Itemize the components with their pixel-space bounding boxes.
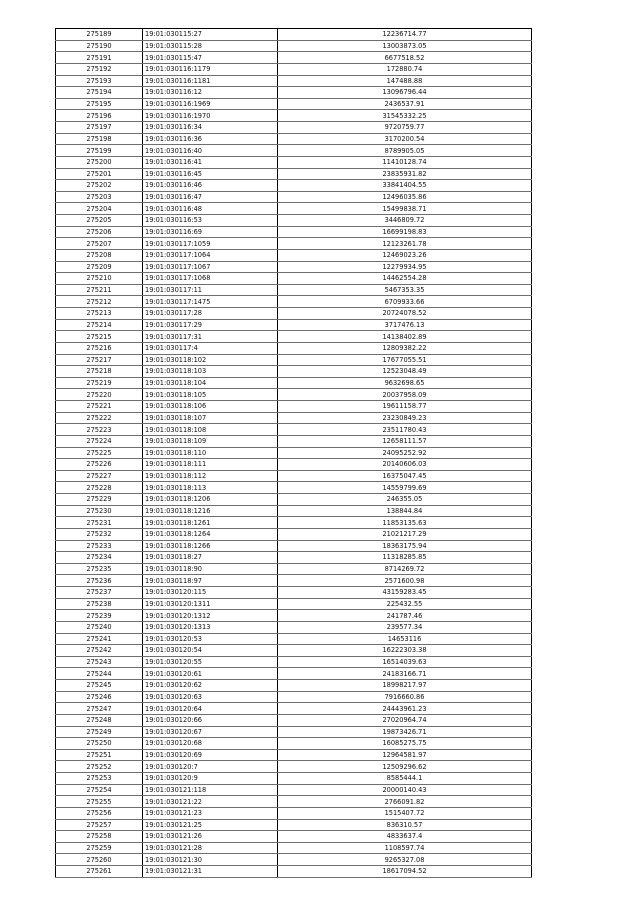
row-number-cell: 275261 xyxy=(56,866,143,878)
cadastral-number-cell: 19:01:030117:1068 xyxy=(143,273,278,285)
value-cell: 246355.05 xyxy=(278,494,532,506)
value-cell: 3170200.54 xyxy=(278,133,532,145)
cadastral-number-cell: 19:01:030120:67 xyxy=(143,726,278,738)
value-cell: 9265327.08 xyxy=(278,854,532,866)
value-cell: 15499838.71 xyxy=(278,203,532,215)
value-cell: 24095252.92 xyxy=(278,447,532,459)
row-number-cell: 275259 xyxy=(56,842,143,854)
table-row xyxy=(56,633,532,645)
cadastral-number-cell: 19:01:030118:104 xyxy=(143,377,278,389)
cadastral-number-cell: 19:01:030120:64 xyxy=(143,703,278,715)
cadastral-number-cell: 19:01:030117:28 xyxy=(143,308,278,320)
cadastral-number-cell: 19:01:030118:110 xyxy=(143,447,278,459)
table-row xyxy=(56,831,532,843)
value-cell: 2766091.82 xyxy=(278,796,532,808)
table-row xyxy=(56,122,532,134)
value-cell: 241787.46 xyxy=(278,610,532,622)
row-number-cell: 275201 xyxy=(56,168,143,180)
row-number-cell: 275258 xyxy=(56,831,143,843)
value-cell: 16375047.45 xyxy=(278,470,532,482)
value-cell: 14653116 xyxy=(278,633,532,645)
value-cell: 14559799.69 xyxy=(278,482,532,494)
value-cell: 138844.84 xyxy=(278,505,532,517)
table-row xyxy=(56,575,532,587)
row-number-cell: 275203 xyxy=(56,191,143,203)
row-number-cell: 275197 xyxy=(56,122,143,134)
value-cell: 43159283.45 xyxy=(278,587,532,599)
row-number-cell: 275195 xyxy=(56,98,143,110)
row-number-cell: 275223 xyxy=(56,424,143,436)
cadastral-number-cell: 19:01:030118:90 xyxy=(143,563,278,575)
table-row xyxy=(56,203,532,215)
table-row xyxy=(56,366,532,378)
value-cell: 5467353.35 xyxy=(278,284,532,296)
table-row xyxy=(56,133,532,145)
cadastral-number-cell: 19:01:030118:108 xyxy=(143,424,278,436)
value-cell: 172880.74 xyxy=(278,63,532,75)
row-number-cell: 275233 xyxy=(56,540,143,552)
value-cell: 8585444.1 xyxy=(278,773,532,785)
table-row xyxy=(56,29,532,41)
cadastral-number-cell: 19:01:030116:41 xyxy=(143,156,278,168)
table-row xyxy=(56,331,532,343)
cadastral-number-cell: 19:01:030117:4 xyxy=(143,342,278,354)
value-cell: 21021217.29 xyxy=(278,528,532,540)
row-number-cell: 275254 xyxy=(56,784,143,796)
cadastral-number-cell: 19:01:030116:34 xyxy=(143,122,278,134)
cadastral-number-cell: 19:01:030117:1475 xyxy=(143,296,278,308)
row-number-cell: 275199 xyxy=(56,145,143,157)
table-row xyxy=(56,459,532,471)
cadastral-number-cell: 19:01:030116:48 xyxy=(143,203,278,215)
value-cell: 16514039.63 xyxy=(278,656,532,668)
cadastral-number-cell: 19:01:030117:29 xyxy=(143,319,278,331)
cadastral-number-cell: 19:01:030117:1059 xyxy=(143,238,278,250)
data-table xyxy=(55,28,532,878)
table-row xyxy=(56,703,532,715)
cadastral-number-cell: 19:01:030118:113 xyxy=(143,482,278,494)
table-row xyxy=(56,482,532,494)
cadastral-number-cell: 19:01:030118:103 xyxy=(143,366,278,378)
table-row xyxy=(56,784,532,796)
row-number-cell: 275253 xyxy=(56,773,143,785)
row-number-cell: 275213 xyxy=(56,308,143,320)
cadastral-number-cell: 19:01:030120:53 xyxy=(143,633,278,645)
row-number-cell: 275191 xyxy=(56,52,143,64)
cadastral-number-cell: 19:01:030120:1311 xyxy=(143,598,278,610)
cadastral-number-cell: 19:01:030120:1312 xyxy=(143,610,278,622)
cadastral-number-cell: 19:01:030118:107 xyxy=(143,412,278,424)
cadastral-number-cell: 19:01:030116:47 xyxy=(143,191,278,203)
row-number-cell: 275227 xyxy=(56,470,143,482)
row-number-cell: 275242 xyxy=(56,645,143,657)
table-row xyxy=(56,540,532,552)
value-cell: 24183166.71 xyxy=(278,668,532,680)
cadastral-number-cell: 19:01:030116:40 xyxy=(143,145,278,157)
cadastral-number-cell: 19:01:030120:55 xyxy=(143,656,278,668)
value-cell: 6677518.52 xyxy=(278,52,532,64)
row-number-cell: 275249 xyxy=(56,726,143,738)
row-number-cell: 275240 xyxy=(56,621,143,633)
row-number-cell: 275215 xyxy=(56,331,143,343)
cadastral-number-cell: 19:01:030120:62 xyxy=(143,680,278,692)
row-number-cell: 275239 xyxy=(56,610,143,622)
value-cell: 12809382.22 xyxy=(278,342,532,354)
row-number-cell: 275225 xyxy=(56,447,143,459)
value-cell: 2571600.98 xyxy=(278,575,532,587)
table-row xyxy=(56,866,532,878)
value-cell: 24443961.23 xyxy=(278,703,532,715)
cadastral-number-cell: 19:01:030118:102 xyxy=(143,354,278,366)
table-row xyxy=(56,342,532,354)
row-number-cell: 275218 xyxy=(56,366,143,378)
cadastral-number-cell: 19:01:030120:7 xyxy=(143,761,278,773)
value-cell: 8789905.05 xyxy=(278,145,532,157)
value-cell: 836310.57 xyxy=(278,819,532,831)
value-cell: 14138402.89 xyxy=(278,331,532,343)
table-row xyxy=(56,226,532,238)
table-row xyxy=(56,517,532,529)
cadastral-number-cell: 19:01:030117:1064 xyxy=(143,249,278,261)
row-number-cell: 275221 xyxy=(56,401,143,413)
cadastral-number-cell: 19:01:030116:45 xyxy=(143,168,278,180)
value-cell: 11410128.74 xyxy=(278,156,532,168)
table-row xyxy=(56,424,532,436)
cadastral-number-cell: 19:01:030121:30 xyxy=(143,854,278,866)
table-row xyxy=(56,598,532,610)
value-cell: 20724078.52 xyxy=(278,308,532,320)
table-row xyxy=(56,401,532,413)
table-row xyxy=(56,470,532,482)
value-cell: 7916660.86 xyxy=(278,691,532,703)
row-number-cell: 275220 xyxy=(56,389,143,401)
row-number-cell: 275243 xyxy=(56,656,143,668)
table-row xyxy=(56,842,532,854)
table-row xyxy=(56,284,532,296)
table-row xyxy=(56,435,532,447)
table-row xyxy=(56,98,532,110)
table-row xyxy=(56,40,532,52)
row-number-cell: 275214 xyxy=(56,319,143,331)
value-cell: 19873426.71 xyxy=(278,726,532,738)
row-number-cell: 275251 xyxy=(56,749,143,761)
value-cell: 14462554.28 xyxy=(278,273,532,285)
cadastral-number-cell: 19:01:030116:69 xyxy=(143,226,278,238)
table-row xyxy=(56,308,532,320)
value-cell: 12123261.78 xyxy=(278,238,532,250)
table-row xyxy=(56,75,532,87)
cadastral-number-cell: 19:01:030116:1970 xyxy=(143,110,278,122)
row-number-cell: 275245 xyxy=(56,680,143,692)
table-row xyxy=(56,215,532,227)
table-row xyxy=(56,854,532,866)
table-row xyxy=(56,738,532,750)
value-cell: 4833637.4 xyxy=(278,831,532,843)
row-number-cell: 275260 xyxy=(56,854,143,866)
value-cell: 13003873.05 xyxy=(278,40,532,52)
row-number-cell: 275247 xyxy=(56,703,143,715)
row-number-cell: 275250 xyxy=(56,738,143,750)
table-row xyxy=(56,180,532,192)
table-row xyxy=(56,563,532,575)
value-cell: 18617094.52 xyxy=(278,866,532,878)
value-cell: 16085275.75 xyxy=(278,738,532,750)
cadastral-number-cell: 19:01:030118:1266 xyxy=(143,540,278,552)
value-cell: 225432.55 xyxy=(278,598,532,610)
table-row xyxy=(56,110,532,122)
cadastral-number-cell: 19:01:030121:25 xyxy=(143,819,278,831)
row-number-cell: 275205 xyxy=(56,215,143,227)
value-cell: 23835931.82 xyxy=(278,168,532,180)
cadastral-number-cell: 19:01:030118:105 xyxy=(143,389,278,401)
value-cell: 31545332.25 xyxy=(278,110,532,122)
row-number-cell: 275216 xyxy=(56,342,143,354)
value-cell: 17677055.51 xyxy=(278,354,532,366)
value-cell: 9720759.77 xyxy=(278,122,532,134)
value-cell: 27020964.74 xyxy=(278,714,532,726)
row-number-cell: 275189 xyxy=(56,29,143,41)
table-row xyxy=(56,528,532,540)
row-number-cell: 275248 xyxy=(56,714,143,726)
table-row xyxy=(56,412,532,424)
table-row xyxy=(56,691,532,703)
value-cell: 23511780.43 xyxy=(278,424,532,436)
row-number-cell: 275237 xyxy=(56,587,143,599)
table-row xyxy=(56,168,532,180)
cadastral-number-cell: 19:01:030121:28 xyxy=(143,842,278,854)
table-row xyxy=(56,610,532,622)
table-row xyxy=(56,191,532,203)
value-cell: 3446809.72 xyxy=(278,215,532,227)
cadastral-number-cell: 19:01:030116:12 xyxy=(143,87,278,99)
table-row xyxy=(56,63,532,75)
table-row xyxy=(56,761,532,773)
cadastral-number-cell: 19:01:030117:11 xyxy=(143,284,278,296)
cadastral-number-cell: 19:01:030116:1179 xyxy=(143,63,278,75)
value-cell: 12523048.49 xyxy=(278,366,532,378)
row-number-cell: 275198 xyxy=(56,133,143,145)
value-cell: 12469023.26 xyxy=(278,249,532,261)
table-row xyxy=(56,296,532,308)
cadastral-number-cell: 19:01:030120:1313 xyxy=(143,621,278,633)
cadastral-number-cell: 19:01:030118:1206 xyxy=(143,494,278,506)
cadastral-number-cell: 19:01:030118:111 xyxy=(143,459,278,471)
row-number-cell: 275236 xyxy=(56,575,143,587)
cadastral-number-cell: 19:01:030121:118 xyxy=(143,784,278,796)
table-row xyxy=(56,261,532,273)
row-number-cell: 275196 xyxy=(56,110,143,122)
table-row xyxy=(56,354,532,366)
table-row xyxy=(56,680,532,692)
cadastral-number-cell: 19:01:030118:1216 xyxy=(143,505,278,517)
value-cell: 12658111.57 xyxy=(278,435,532,447)
table-row xyxy=(56,447,532,459)
value-cell: 33841404.55 xyxy=(278,180,532,192)
value-cell: 12279934.95 xyxy=(278,261,532,273)
row-number-cell: 275209 xyxy=(56,261,143,273)
row-number-cell: 275256 xyxy=(56,807,143,819)
table-row xyxy=(56,145,532,157)
table-row xyxy=(56,505,532,517)
value-cell: 16222303.38 xyxy=(278,645,532,657)
row-number-cell: 275219 xyxy=(56,377,143,389)
cadastral-number-cell: 19:01:030117:31 xyxy=(143,331,278,343)
table-row xyxy=(56,807,532,819)
value-cell: 12236714.77 xyxy=(278,29,532,41)
cadastral-number-cell: 19:01:030115:47 xyxy=(143,52,278,64)
table-row xyxy=(56,319,532,331)
cadastral-number-cell: 19:01:030116:1969 xyxy=(143,98,278,110)
cadastral-number-cell: 19:01:030121:23 xyxy=(143,807,278,819)
cadastral-number-cell: 19:01:030118:97 xyxy=(143,575,278,587)
row-number-cell: 275194 xyxy=(56,87,143,99)
value-cell: 13096796.44 xyxy=(278,87,532,99)
value-cell: 12964581.97 xyxy=(278,749,532,761)
row-number-cell: 275193 xyxy=(56,75,143,87)
cadastral-number-cell: 19:01:030116:1181 xyxy=(143,75,278,87)
cadastral-number-cell: 19:01:030120:63 xyxy=(143,691,278,703)
cadastral-number-cell: 19:01:030115:28 xyxy=(143,40,278,52)
row-number-cell: 275210 xyxy=(56,273,143,285)
value-cell: 3717476.13 xyxy=(278,319,532,331)
table-row xyxy=(56,819,532,831)
table-row xyxy=(56,273,532,285)
row-number-cell: 275217 xyxy=(56,354,143,366)
value-cell: 20140606.03 xyxy=(278,459,532,471)
table-row xyxy=(56,773,532,785)
cadastral-number-cell: 19:01:030120:115 xyxy=(143,587,278,599)
row-number-cell: 275208 xyxy=(56,249,143,261)
row-number-cell: 275235 xyxy=(56,563,143,575)
table-row xyxy=(56,656,532,668)
cadastral-number-cell: 19:01:030118:1264 xyxy=(143,528,278,540)
table-row xyxy=(56,377,532,389)
cadastral-number-cell: 19:01:030120:9 xyxy=(143,773,278,785)
row-number-cell: 275246 xyxy=(56,691,143,703)
row-number-cell: 275252 xyxy=(56,761,143,773)
row-number-cell: 275224 xyxy=(56,435,143,447)
row-number-cell: 275226 xyxy=(56,459,143,471)
value-cell: 239577.34 xyxy=(278,621,532,633)
cadastral-number-cell: 19:01:030118:112 xyxy=(143,470,278,482)
row-number-cell: 275228 xyxy=(56,482,143,494)
cadastral-number-cell: 19:01:030118:109 xyxy=(143,435,278,447)
cadastral-number-cell: 19:01:030118:106 xyxy=(143,401,278,413)
row-number-cell: 275229 xyxy=(56,494,143,506)
cadastral-number-cell: 19:01:030120:69 xyxy=(143,749,278,761)
value-cell: 11853135.63 xyxy=(278,517,532,529)
row-number-cell: 275211 xyxy=(56,284,143,296)
row-number-cell: 275255 xyxy=(56,796,143,808)
value-cell: 147488.88 xyxy=(278,75,532,87)
table-row xyxy=(56,156,532,168)
value-cell: 11318285.85 xyxy=(278,552,532,564)
cadastral-number-cell: 19:01:030120:68 xyxy=(143,738,278,750)
row-number-cell: 275234 xyxy=(56,552,143,564)
row-number-cell: 275257 xyxy=(56,819,143,831)
table-row xyxy=(56,749,532,761)
row-number-cell: 275204 xyxy=(56,203,143,215)
table-row xyxy=(56,87,532,99)
table-row xyxy=(56,668,532,680)
cadastral-number-cell: 19:01:030116:46 xyxy=(143,180,278,192)
cadastral-number-cell: 19:01:030121:31 xyxy=(143,866,278,878)
row-number-cell: 275232 xyxy=(56,528,143,540)
value-cell: 19611158.77 xyxy=(278,401,532,413)
row-number-cell: 275241 xyxy=(56,633,143,645)
cadastral-number-cell: 19:01:030120:66 xyxy=(143,714,278,726)
value-cell: 20000140.43 xyxy=(278,784,532,796)
row-number-cell: 275230 xyxy=(56,505,143,517)
cadastral-number-cell: 19:01:030118:27 xyxy=(143,552,278,564)
table-row xyxy=(56,621,532,633)
table-row xyxy=(56,389,532,401)
cadastral-number-cell: 19:01:030121:22 xyxy=(143,796,278,808)
table-row xyxy=(56,726,532,738)
row-number-cell: 275244 xyxy=(56,668,143,680)
value-cell: 12509296.62 xyxy=(278,761,532,773)
cadastral-number-cell: 19:01:030117:1067 xyxy=(143,261,278,273)
row-number-cell: 275202 xyxy=(56,180,143,192)
cadastral-number-cell: 19:01:030115:27 xyxy=(143,29,278,41)
value-cell: 1108597.74 xyxy=(278,842,532,854)
value-cell: 6709933.66 xyxy=(278,296,532,308)
row-number-cell: 275190 xyxy=(56,40,143,52)
row-number-cell: 275222 xyxy=(56,412,143,424)
value-cell: 12496035.86 xyxy=(278,191,532,203)
cadastral-number-cell: 19:01:030120:61 xyxy=(143,668,278,680)
row-number-cell: 275238 xyxy=(56,598,143,610)
table-row xyxy=(56,714,532,726)
table-body xyxy=(56,29,532,878)
value-cell: 1515407.72 xyxy=(278,807,532,819)
value-cell: 16699198.83 xyxy=(278,226,532,238)
table-row xyxy=(56,494,532,506)
table-row xyxy=(56,645,532,657)
value-cell: 2436537.91 xyxy=(278,98,532,110)
row-number-cell: 275206 xyxy=(56,226,143,238)
cadastral-number-cell: 19:01:030121:26 xyxy=(143,831,278,843)
value-cell: 8714269.72 xyxy=(278,563,532,575)
row-number-cell: 275200 xyxy=(56,156,143,168)
value-cell: 18998217.97 xyxy=(278,680,532,692)
row-number-cell: 275207 xyxy=(56,238,143,250)
cadastral-number-cell: 19:01:030116:36 xyxy=(143,133,278,145)
value-cell: 23230849.23 xyxy=(278,412,532,424)
cadastral-number-cell: 19:01:030118:1261 xyxy=(143,517,278,529)
row-number-cell: 275192 xyxy=(56,63,143,75)
table-row xyxy=(56,552,532,564)
cadastral-number-cell: 19:01:030120:54 xyxy=(143,645,278,657)
row-number-cell: 275231 xyxy=(56,517,143,529)
cadastral-number-cell: 19:01:030116:53 xyxy=(143,215,278,227)
row-number-cell: 275212 xyxy=(56,296,143,308)
table-row xyxy=(56,587,532,599)
value-cell: 9632698.65 xyxy=(278,377,532,389)
table-row xyxy=(56,249,532,261)
value-cell: 20037958.09 xyxy=(278,389,532,401)
table-row xyxy=(56,238,532,250)
table-row xyxy=(56,52,532,64)
value-cell: 18363175.94 xyxy=(278,540,532,552)
table-row xyxy=(56,796,532,808)
